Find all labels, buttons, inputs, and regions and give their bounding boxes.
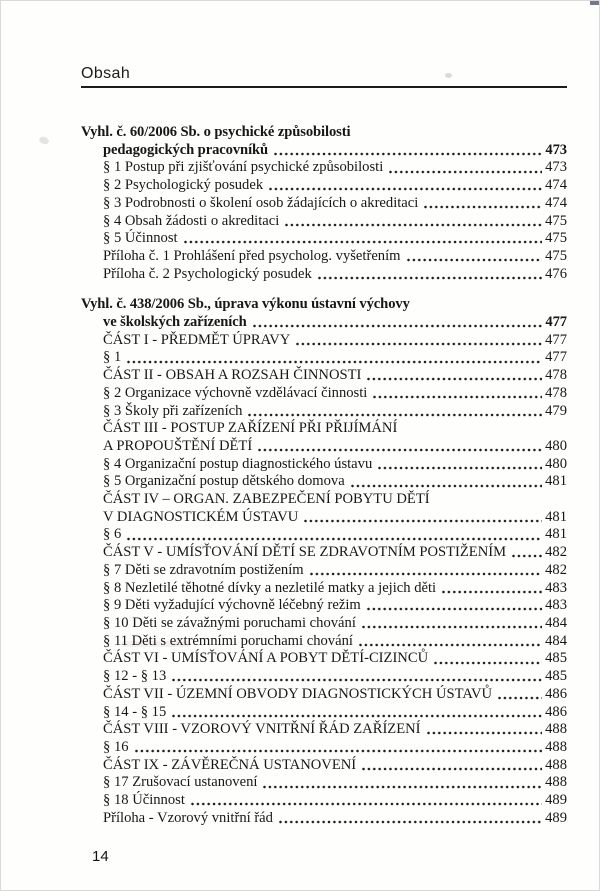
toc-entry-page: 473: [545, 141, 567, 158]
running-header: Obsah: [81, 65, 131, 82]
toc-entry-page: 477: [545, 314, 567, 331]
toc-entry-label: § 18 Účinnost: [103, 792, 185, 809]
toc-entry-page: 475: [545, 230, 567, 247]
toc-entry-label: § 4 Obsah žádosti o akreditaci: [103, 212, 280, 229]
toc-row: [81, 668, 567, 686]
toc-row: [81, 159, 567, 177]
toc-entry-label: ČÁST V - UMÍSŤOVÁNÍ DĚTÍ SE ZDRAVOTNÍM POSTIŽENÍM: [103, 544, 507, 561]
toc-entry-label: § 2 Organizace výchovně vzdělávací činnosti: [103, 384, 368, 401]
dot-leader: [263, 785, 542, 789]
toc-entry-page: 475: [545, 247, 567, 264]
dot-leader: [442, 590, 542, 594]
toc-entry-page: 488: [545, 756, 567, 773]
dot-leader: [127, 537, 542, 541]
toc-entry-label: ČÁST I - PŘEDMĚT ÚPRAVY: [103, 331, 291, 348]
toc-entry-page: 484: [545, 614, 567, 631]
toc-entry-page: 474: [545, 177, 567, 194]
toc-entry-label: § 14 - § 15: [103, 703, 167, 720]
toc-row: [81, 526, 567, 544]
toc-entry-page: 475: [545, 212, 567, 229]
dot-leader: [172, 714, 542, 718]
toc-entry-label: § 9 Děti vyžadující výchovně léčebný režim: [103, 597, 361, 614]
toc-entry-label: § 8 Nezletilé těhotné dívky a nezletilé matky a jejich děti: [103, 579, 437, 596]
dot-leader: [285, 223, 542, 227]
toc-section: [81, 296, 567, 827]
toc-entry-label: ČÁST II - OBSAH A ROZSAH ČINNOSTI: [103, 367, 362, 384]
toc-entry-page: 488: [545, 721, 567, 738]
dot-leader: [434, 661, 542, 665]
toc-row: [81, 491, 567, 509]
toc-entry-page: 478: [545, 384, 567, 401]
dot-leader: [269, 187, 542, 191]
toc-entry-page: 482: [545, 544, 567, 561]
toc-row: [81, 332, 567, 350]
dot-leader: [172, 678, 542, 682]
toc-entry-page: 476: [545, 265, 567, 282]
dot-leader: [296, 342, 542, 346]
toc-entry-page: 478: [545, 367, 567, 384]
toc-row: [81, 124, 567, 142]
toc-row: [81, 615, 567, 633]
toc-row: [81, 686, 567, 704]
dot-leader: [135, 749, 543, 753]
toc-row: [81, 349, 567, 367]
toc-entry-page: 477: [545, 349, 567, 366]
toc-row: [81, 739, 567, 757]
dot-leader: [248, 413, 542, 417]
toc-entry-page: 473: [545, 159, 567, 176]
toc-entry-label: § 17 Zrušovací ustanovení: [103, 774, 258, 791]
toc-entry-page: 481: [545, 508, 567, 525]
toc-entry-page: 484: [545, 632, 567, 649]
dot-leader: [498, 696, 542, 700]
toc-entry-label: Příloha č. 2 Psychologický posudek: [103, 265, 312, 282]
toc-entry-page: 482: [545, 561, 567, 578]
toc-entry-label: Vyhl. č. 60/2006 Sb. o psychické způsobilosti: [81, 124, 351, 140]
toc-row: [81, 438, 567, 456]
dot-leader: [407, 258, 543, 262]
toc-entry-label: § 3 Školy při zařízeních: [103, 402, 243, 419]
toc-row: [81, 597, 567, 615]
toc-entry-label: pedagogických pracovníků: [103, 141, 269, 158]
toc-entry-label: § 2 Psychologický posudek: [103, 177, 264, 194]
dot-leader: [424, 205, 542, 209]
toc-entry-page: 488: [545, 774, 567, 791]
dot-leader: [351, 484, 542, 488]
toc-entry-label: A PROPOUŠTĚNÍ DĚTÍ: [103, 437, 253, 454]
toc-entry-page: 479: [545, 402, 567, 419]
toc-entry-label: ve školských zařízeních: [103, 314, 247, 331]
toc-entry-label: ČÁST III - POSTUP ZAŘÍZENÍ PŘI PŘIJÍMÁNÍ: [103, 420, 398, 437]
toc-row: [81, 314, 567, 332]
toc-row: [81, 403, 567, 421]
toc-entry-page: 483: [545, 579, 567, 596]
toc-entry-page: 489: [545, 809, 567, 826]
toc-entry-page: 489: [545, 792, 567, 809]
toc-section: [81, 124, 567, 283]
dot-leader: [367, 607, 542, 611]
dot-leader: [318, 276, 542, 280]
toc-row: [81, 650, 567, 668]
toc-entry-label: ČÁST IX - ZÁVĚREČNÁ USTANOVENÍ: [103, 756, 357, 773]
dot-leader: [191, 802, 542, 806]
toc-row: [81, 230, 567, 248]
toc-row: [81, 266, 567, 284]
toc-entry-page: 485: [545, 668, 567, 685]
dot-leader: [359, 643, 542, 647]
page-content: [81, 65, 567, 840]
dot-leader: [378, 466, 542, 470]
dot-leader: [512, 554, 542, 558]
toc-entry-page: 486: [545, 685, 567, 702]
toc-entry-label: § 12 - § 13: [103, 668, 167, 685]
scan-artifact: [590, 1, 599, 5]
toc-entry-label: ČÁST VII - ÚZEMNÍ OBVODY DIAGNOSTICKÝCH ÚSTAVŮ: [103, 685, 493, 702]
toc-row: [81, 544, 567, 562]
toc-row: [81, 142, 567, 160]
page-number: 14: [92, 848, 109, 865]
toc-row: [81, 757, 567, 775]
toc-entry-label: § 4 Organizační postup diagnostického ústavu: [103, 455, 373, 472]
toc-row: [81, 792, 567, 810]
toc-entry-page: 481: [545, 473, 567, 490]
toc-entry-label: § 5 Organizační postup dětského domova: [103, 473, 345, 490]
toc-row: [81, 562, 567, 580]
toc-entry-page: 477: [545, 331, 567, 348]
toc-entry-page: 474: [545, 194, 567, 211]
dot-leader: [127, 360, 542, 364]
toc-entry-label: § 16: [103, 738, 129, 755]
dot-leader: [427, 731, 543, 735]
toc-entry-label: § 10 Děti se závažnými poruchami chování: [103, 614, 356, 631]
toc-row: [81, 177, 567, 195]
toc-row: [81, 509, 567, 527]
toc-row: [81, 721, 567, 739]
toc-entry-label: § 6: [103, 526, 122, 543]
toc-entry-label: § 1 Postup při zjišťování psychické způsobilosti: [103, 159, 384, 176]
toc-row: [81, 213, 567, 231]
toc-row: [81, 456, 567, 474]
toc-entry-page: 486: [545, 703, 567, 720]
toc-row: [81, 774, 567, 792]
toc-entry-label: § 11 Děti s extrémními poruchami chování: [103, 632, 353, 649]
toc-entry-page: 480: [545, 437, 567, 454]
toc-entry-label: § 5 Účinnost: [103, 230, 178, 247]
toc-row: [81, 473, 567, 491]
toc-entry-label: ČÁST IV – ORGAN. ZABEZPEČENÍ POBYTU DĚTÍ: [103, 491, 430, 508]
dot-leader: [367, 377, 542, 381]
toc-row: [81, 420, 567, 438]
toc-entry-label: Vyhl. č. 438/2006 Sb., úprava výkonu ústavní výchovy: [81, 296, 410, 313]
toc-row: [81, 633, 567, 651]
dot-leader: [258, 448, 542, 452]
dot-leader: [373, 395, 542, 399]
toc-entry-page: 480: [545, 455, 567, 472]
toc-row: [81, 580, 567, 598]
toc-row: [81, 248, 567, 266]
toc: [81, 124, 567, 827]
toc-row: [81, 810, 567, 828]
toc-entry-page: 483: [545, 597, 567, 614]
dot-leader: [253, 324, 543, 328]
toc-row: [81, 704, 567, 722]
toc-row: [81, 195, 567, 213]
toc-entry-page: 481: [545, 526, 567, 543]
toc-entry-page: 488: [545, 738, 567, 755]
dot-leader: [389, 170, 542, 174]
toc-entry-label: § 7 Děti se zdravotním postižením: [103, 561, 304, 578]
toc-entry-label: ČÁST VIII - VZOROVÝ VNITŘNÍ ŘÁD ZAŘÍZENÍ: [103, 721, 421, 738]
toc-entry-label: Příloha - Vzorový vnitřní řád: [103, 809, 273, 826]
header-rule: [81, 86, 567, 88]
dot-leader: [362, 767, 542, 771]
dot-leader: [304, 519, 542, 523]
dot-leader: [310, 572, 542, 576]
toc-row: [81, 367, 567, 385]
toc-entry-label: § 3 Podrobnosti o školení osob žádajících o akreditaci: [103, 194, 419, 211]
dot-leader: [279, 820, 542, 824]
dot-leader: [362, 625, 542, 629]
toc-entry-label: § 1: [103, 349, 122, 366]
toc-row: [81, 296, 567, 314]
dot-leader: [274, 152, 542, 156]
toc-row: [81, 385, 567, 403]
toc-entry-label: Příloha č. 1 Prohlášení před psycholog. vyšetřením: [103, 247, 401, 264]
dot-leader: [184, 240, 543, 244]
toc-entry-label: V DIAGNOSTICKÉM ÚSTAVU: [103, 508, 299, 525]
toc-entry-page: 485: [545, 650, 567, 667]
toc-entry-label: ČÁST VI - UMÍSŤOVÁNÍ A POBYT DĚTÍ-CIZINCŮ: [103, 650, 429, 667]
scan-artifact: [38, 136, 50, 146]
